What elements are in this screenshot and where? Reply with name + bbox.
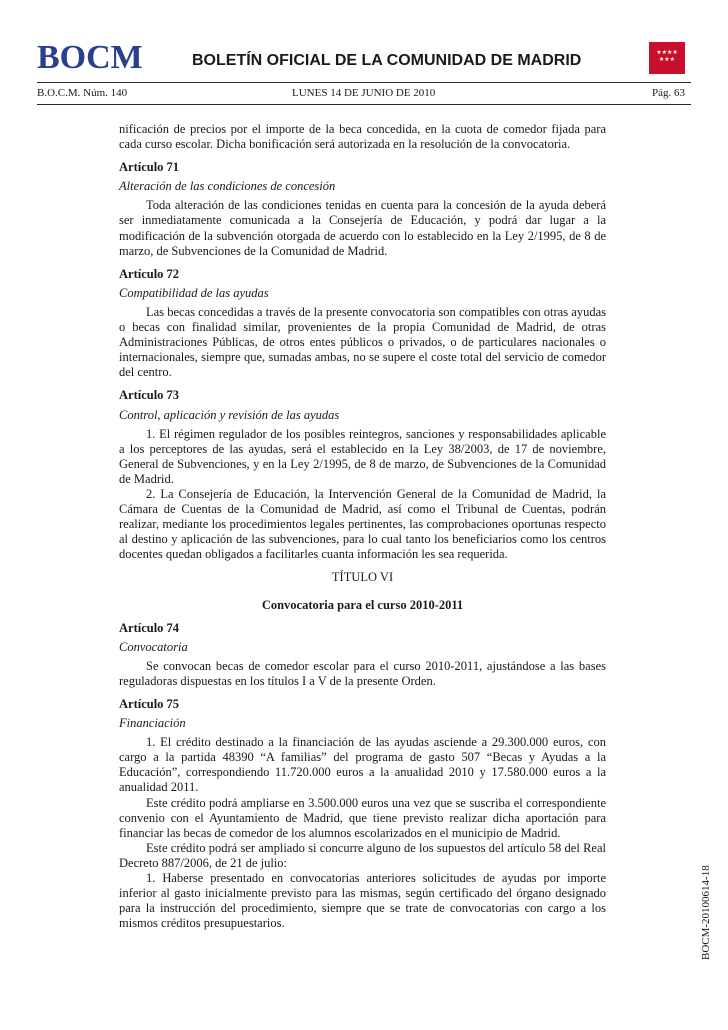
article-74-title: Artículo 74 (119, 620, 180, 635)
header-rule-top (37, 82, 691, 83)
article-75-paragraph-4: 1. Haberse presentado en convocatorias anteriores solicitudes de ayudas por importe inferior al gasto inicialmente previsto para las mismas, según certificado del órgano designado para la instrucción del procedimiento, siempre que se trate de convocatorias con cargo a los mismos créditos presupuestarios. (119, 871, 606, 931)
document-body (119, 122, 606, 931)
article-73-paragraph-1: 1. El régimen regulador de los posibles reintegros, sanciones y responsabilidades aplicable a los perceptores de las ayudas, será el establecido en la Ley 38/2003, de 17 de noviembre, General de Subvenciones, y en la Ley 2/1995, de 8 de marzo, de Subvenciones de la Comunidad de Madrid. (119, 426, 606, 486)
article-75-paragraph-1: 1. El crédito destinado a la financiación de las ayudas asciende a 29.300.000 euros, con cargo a la partida 48390 “A familias” del programa de gasto 507 “Becas y Ayudas a la Educación”, correspondiendo 11.720.000 euros a la anualidad 2010 y 17.580.000 euros a la anualidad 2011. (119, 735, 606, 795)
document-code: BOCM-20100614-18 (700, 865, 712, 960)
article-71-title: Artículo 71 (119, 160, 180, 175)
article-75-paragraph-2: Este crédito podrá ampliarse en 3.500.000 euros una vez que se suscriba el correspondiente convenio con el Ayuntamiento de Madrid, que tiene previsto realizar dicha aportación para financiar las becas de comedor de los alumnos escolarizados en el municipio de Madrid. (119, 795, 606, 840)
madrid-flag-icon (649, 42, 685, 74)
article-73-paragraph-2: 2. La Consejería de Educación, la Intervención General de la Comunidad de Madrid, la Cámara de Cuentas de la Comunidad de Madrid, así como el Tribunal de Cuentas, podrán realizar, mediante los procedimientos legales pertinentes, las comprobaciones oportunas respecto al destino y aplicación de las subvenciones, para lo cual tanto los beneficiarios como los centros docentes quedan obligados a facilitarles cuanta información les sea requerida. (119, 486, 606, 562)
article-75-paragraph-3: Este crédito podrá ser ampliado si concurre alguno de los supuestos del artículo 58 del Real Decreto 887/2006, de 21 de julio: (119, 840, 606, 870)
article-72-paragraph: Las becas concedidas a través de la presente convocatoria son compatibles con otras ayudas o becas con finalidad similar, provenientes de la propia Comunidad de Madrid, de otras Administraciones Públicas, de otros entes públicos o privados, o de particulares nacionales o internacionales, siempre que, sumadas ambas, no se supere el coste total del servicio de comedor del centro. (119, 304, 606, 380)
bocm-logo: BOCM (37, 39, 143, 76)
article-73-title: Artículo 73 (119, 388, 180, 403)
article-75-subtitle: Financiación (119, 716, 186, 731)
article-75-title: Artículo 75 (119, 697, 180, 711)
article-71-paragraph: Toda alteración de las condiciones tenidas en cuenta para la concesión de la ayuda deberá ser inmediatamente comunicada a la Consejería de Educación, y podrá dar lugar a la modificación de la subvención otorgada de acuerdo con lo establecido en la Ley 2/1995, de 8 de marzo, de Subvenciones de la Comunidad de Madrid. (119, 198, 606, 258)
intro-paragraph: nificación de precios por el importe de la beca concedida, en la cuota de comedor fijada para cada curso escolar. Dicha bonificación será autorizada en la resolución de la convocatoria. (119, 122, 606, 152)
article-72-subtitle: Compatibilidad de las ayudas (119, 285, 269, 300)
article-73-subtitle: Control, aplicación y revisión de las ayudas (119, 407, 340, 422)
issue-date: LUNES 14 DE JUNIO DE 2010 (292, 87, 436, 99)
article-74-subtitle: Convocatoria (119, 639, 188, 654)
header-rule-bottom (37, 104, 691, 105)
titulo-heading: TÍTULO VI (331, 570, 394, 585)
page-number: Pág. 63 (652, 87, 685, 99)
convocatoria-heading: Convocatoria para el curso 2010-2011 (261, 597, 464, 612)
article-71-subtitle: Alteración de las condiciones de concesión (119, 179, 336, 194)
journal-title: BOLETÍN OFICIAL DE LA COMUNIDAD DE MADRID (192, 52, 582, 69)
flag-stars-icon: ★★★★ ★★★ (656, 49, 678, 63)
issue-number: B.O.C.M. Núm. 140 (37, 87, 128, 99)
page-header (0, 0, 728, 110)
article-72-title: Artículo 72 (119, 266, 180, 281)
article-74-paragraph: Se convocan becas de comedor escolar para el curso 2010-2011, ajustándose a las bases reguladoras dispuestas en los títulos I a V de la presente Orden. (119, 658, 606, 688)
